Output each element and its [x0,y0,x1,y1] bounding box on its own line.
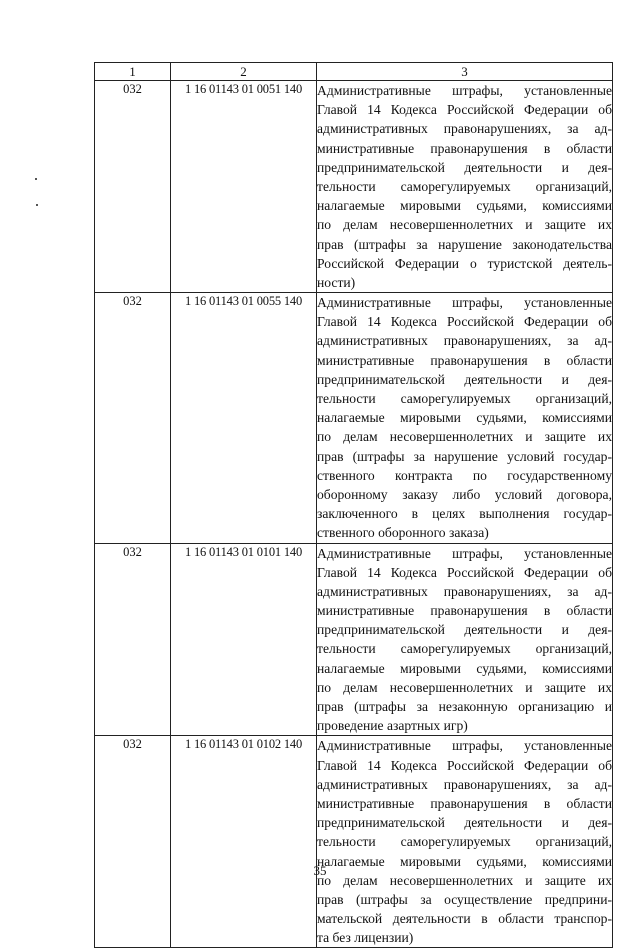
column-header-3: 3 [317,63,613,81]
admin-code-cell: 032 [95,543,171,736]
description-line: налагаемые мировыми судьями, комиссиями [317,853,612,869]
description-line: та без лицензии) [317,930,414,946]
description-line: ственного контракта по государственному [317,467,612,483]
description-line: оборонному заказу либо условий договора, [317,486,612,502]
description-line: тельности саморегулируемых организаций, [317,641,612,657]
description-cell [317,736,613,948]
description-line: Административные штрафы, установленные [317,738,612,754]
description-line: по делам несовершеннолетних и защите их [317,217,612,233]
description-line: министративные правонарушения в области [317,795,612,811]
description-line: предпринимательской деятельности и дея- [317,815,612,831]
description-line: прав (штрафы за нарушение законодательства [317,236,612,252]
description-line: министративные правонарушения в области [317,603,612,619]
description-line: по делам несовершеннолетних и защите их [317,872,612,888]
description-line: предпринимательской деятельности и дея- [317,159,612,175]
table-row [95,736,613,948]
column-header-2: 2 [171,63,317,81]
description-line: заключенного в целях выполнения государ- [317,506,612,522]
description-line: Российской Федерации о туристской деятель- [317,255,612,271]
budget-code-cell: 1 16 01143 01 0051 140 [171,81,317,293]
description-line: административных правонарушениях, за ад- [317,121,612,137]
description-line: налагаемые мировыми судьями, комиссиями [317,198,612,214]
description-line: административных правонарушениях, за ад- [317,583,612,599]
page-number: 35 [313,863,327,878]
description-line: тельности саморегулируемых организаций, [317,834,612,850]
description-line: Главой 14 Кодекса Российской Федерации об [317,314,612,330]
description-line: Главой 14 Кодекса Российской Федерации об [317,757,612,773]
description-line: Главой 14 Кодекса Российской Федерации об [317,102,612,118]
description-line: мательской деятельности в области транспор- [317,911,612,927]
table-row [95,543,613,736]
description-line: прав (штрафы за нарушение условий государ- [317,448,612,464]
description-line: министративные правонарушения в области [317,352,612,368]
description-line: прав (штрафы за незаконную организацию и [317,699,612,714]
budget-code-cell: 1 16 01143 01 0102 140 [171,736,317,948]
description-line: административных правонарушениях, за ад- [317,776,612,792]
scan-speck [36,204,38,206]
fines-table [94,62,613,948]
table-row [95,81,613,293]
description-line: ности) [317,274,356,290]
description-line: ственного оборонного заказа) [317,525,489,541]
budget-code-cell: 1 16 01143 01 0101 140 [171,543,317,736]
description-line: по делам несовершеннолетних и защите их [317,429,612,445]
admin-code-cell: 032 [95,81,171,293]
description-line: проведение азартных игр) [317,718,468,734]
description-line: Главой 14 Кодекса Российской Федерации об [317,564,612,580]
description-line: прав (штрафы за осуществление предприни- [317,891,612,907]
scan-speck [35,178,37,180]
description-cell [317,543,613,736]
budget-code-cell: 1 16 01143 01 0055 140 [171,293,317,543]
admin-code-cell: 032 [95,293,171,543]
description-cell [317,293,613,543]
column-header-1: 1 [95,63,171,81]
description-line: налагаемые мировыми судьями, комиссиями [317,660,612,676]
description-line: налагаемые мировыми судьями, комиссиями [317,410,612,426]
description-line: Административные штрафы, установленные [317,545,612,561]
description-cell [317,81,613,293]
description-line: предпринимательской деятельности и дея- [317,371,612,387]
table-header-row [95,63,613,81]
description-line: Административные штрафы, установленные [317,83,612,98]
description-line: Административные штрафы, установленные [317,295,612,311]
description-line: административных правонарушениях, за ад- [317,333,612,349]
description-line: тельности саморегулируемых организаций, [317,178,612,194]
description-line: тельности саморегулируемых организаций, [317,391,612,406]
admin-code-cell: 032 [95,736,171,948]
table-row [95,293,613,543]
description-line: по делам несовершеннолетних и защите их [317,679,612,695]
description-line: предпринимательской деятельности и дея- [317,622,612,638]
description-line: министративные правонарушения в области [317,140,612,156]
